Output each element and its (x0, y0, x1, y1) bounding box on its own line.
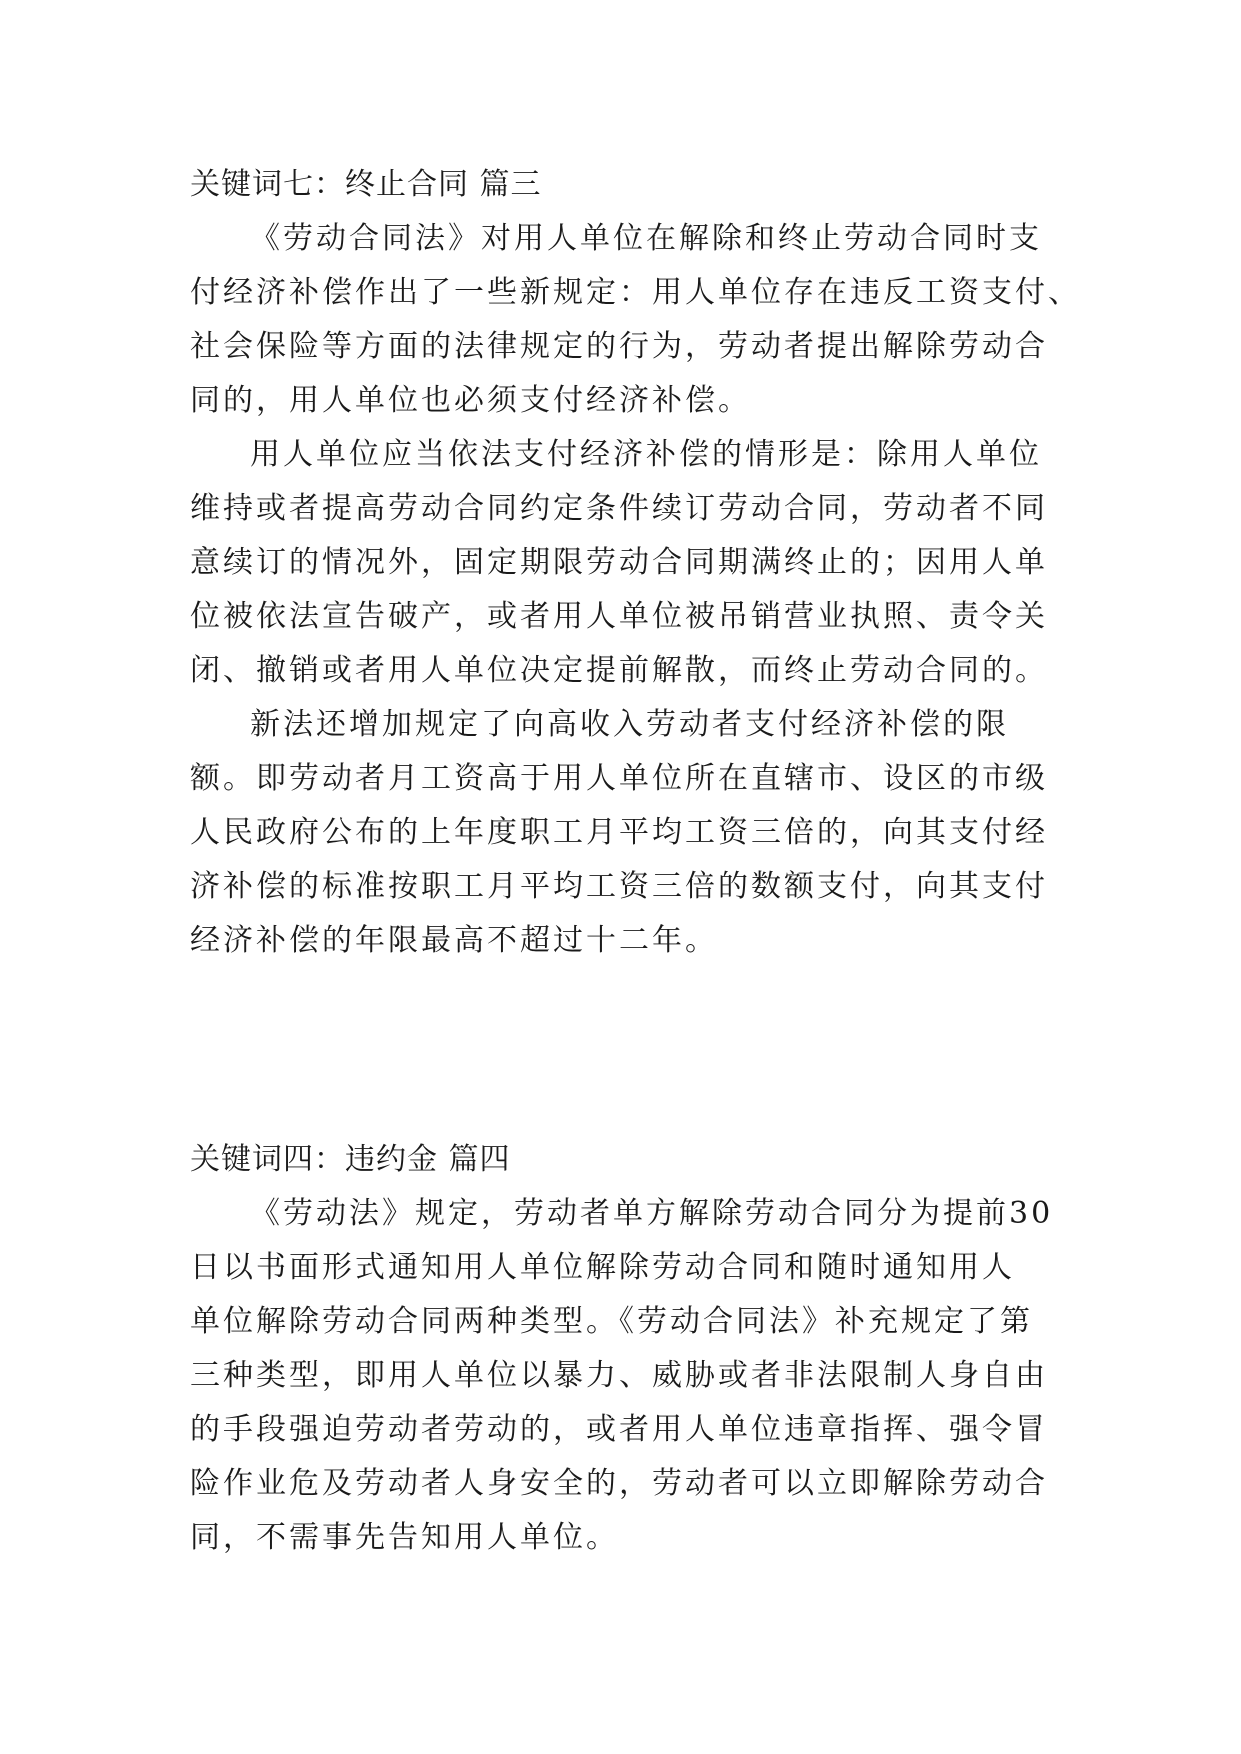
paragraph (190, 698, 1090, 968)
text-line: 闭、撤销或者用人单位决定提前解散，而终止劳动合同的。 (190, 653, 1048, 688)
text-line: 险作业危及劳动者人身安全的，劳动者可以立即解除劳动合 (190, 1466, 1048, 1501)
text-line: 经济补偿的年限最高不超过十二年。 (190, 923, 718, 958)
text-line: 单位解除劳动合同两种类型。《劳动合同法》补充规定了第 (190, 1304, 1033, 1339)
text-line: 日以书面形式通知用人单位解除劳动合同和随时通知用人 (190, 1250, 1015, 1285)
text-line: 人民政府公布的上年度职工月平均工资三倍的，向其支付经 (190, 815, 1048, 850)
text-line: 的手段强迫劳动者劳动的，或者用人单位违章指挥、强令冒 (190, 1412, 1048, 1447)
text-line: 维持或者提高劳动合同约定条件续订劳动合同，劳动者不同 (190, 491, 1048, 526)
paragraph (190, 428, 1090, 698)
text-line: 济补偿的标准按职工月平均工资三倍的数额支付，向其支付 (190, 869, 1048, 904)
text-line: 《劳动合同法》对用人单位在解除和终止劳动合同时支 (250, 221, 1042, 256)
paragraph (190, 212, 1090, 428)
section-heading: 关键词四：违约金 篇四 (190, 1142, 511, 1177)
text-line: 额。即劳动者月工资高于用人单位所在直辖市、设区的市级 (190, 761, 1048, 796)
section-heading: 关键词七：终止合同 篇三 (190, 167, 542, 202)
text-line: 意续订的情况外，固定期限劳动合同期满终止的；因用人单 (190, 545, 1048, 580)
text-line: 同的，用人单位也必须支付经济补偿。 (190, 383, 751, 418)
text-line: 《劳动法》规定，劳动者单方解除劳动合同分为提前30 (250, 1196, 1054, 1231)
text-line: 三种类型，即用人单位以暴力、威胁或者非法限制人身自由 (190, 1358, 1048, 1393)
text-line: 同，不需事先告知用人单位。 (190, 1520, 619, 1555)
text-line: 位被依法宣告破产，或者用人单位被吊销营业执照、责令关 (190, 599, 1048, 634)
section-penalty (190, 1133, 1090, 1565)
paragraph (190, 1187, 1090, 1565)
text-line: 社会保险等方面的法律规定的行为，劳动者提出解除劳动合 (190, 329, 1048, 364)
text-line: 新法还增加规定了向高收入劳动者支付经济补偿的限 (250, 707, 1009, 742)
text-line: 付经济补偿作出了一些新规定：用人单位存在违反工资支付、 (190, 275, 1081, 310)
text-line: 用人单位应当依法支付经济补偿的情形是：除用人单位 (250, 437, 1042, 472)
section-termination (190, 158, 1090, 968)
